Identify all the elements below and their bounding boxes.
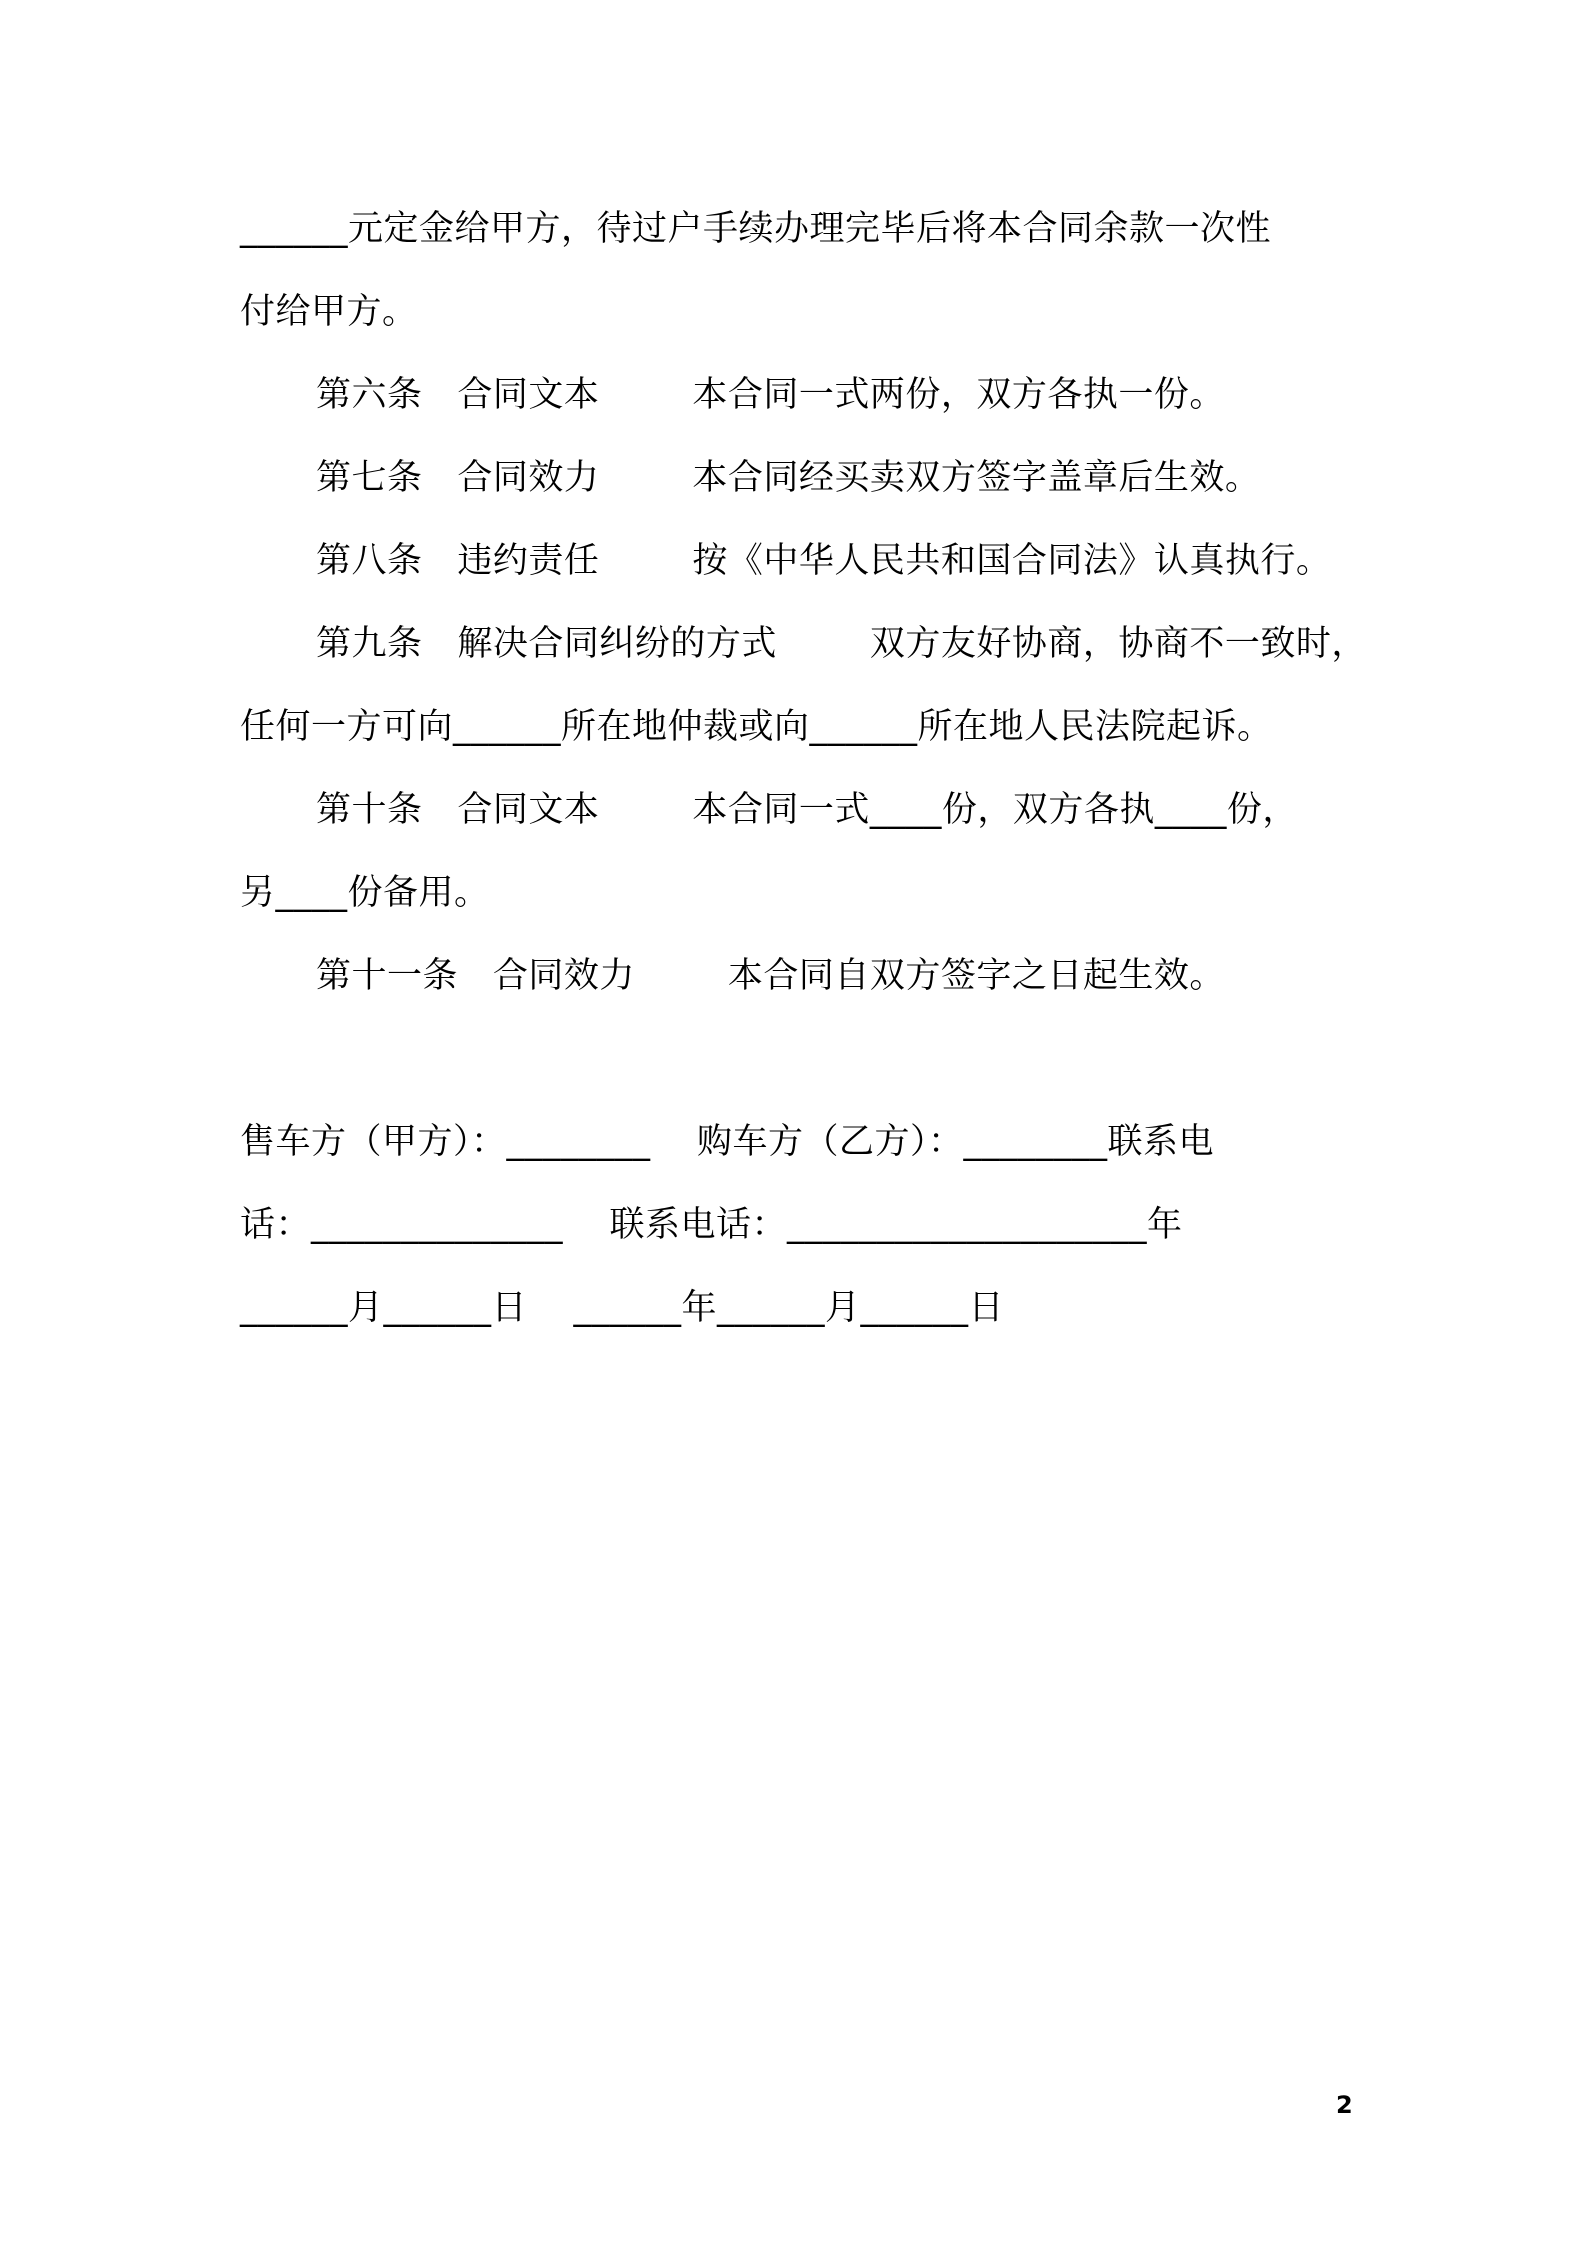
clause-7: 第七条 合同效力 本合同经买卖双方签字盖章后生效。	[316, 458, 1261, 498]
clause-11: 第十一条 合同效力 本合同自双方签字之日起生效。	[316, 956, 1225, 996]
signature-date-line: ______月______日 ______年______月______日	[240, 1288, 1005, 1328]
page-number: 2	[1336, 2091, 1353, 2119]
signature-line-1: 售车方（甲方）：________ 购车方（乙方）：________联系电	[240, 1122, 1215, 1162]
clause-6: 第六条 合同文本 本合同一式两份，双方各执一份。	[316, 375, 1225, 415]
clause-8: 第八条 违约责任 按《中华人民共和国合同法》认真执行。	[316, 541, 1332, 581]
clause-9-line-1: 第九条 解决合同纠纷的方式 双方友好协商，协商不一致时，	[316, 624, 1367, 664]
paragraph-deposit-line-1: ______元定金给甲方，待过户手续办理完毕后将本合同余款一次性	[240, 209, 1272, 249]
clause-10-line-1: 第十条 合同文本 本合同一式____份，双方各执____份，	[316, 790, 1298, 830]
clause-9-line-2: 任何一方可向______所在地仲裁或向______所在地人民法院起诉。	[240, 707, 1273, 747]
clause-10-line-2: 另____份备用。	[240, 873, 490, 913]
signature-line-2: 话：______________ 联系电话：____________________年	[240, 1205, 1183, 1245]
paragraph-deposit-line-2: 付给甲方。	[240, 292, 418, 332]
